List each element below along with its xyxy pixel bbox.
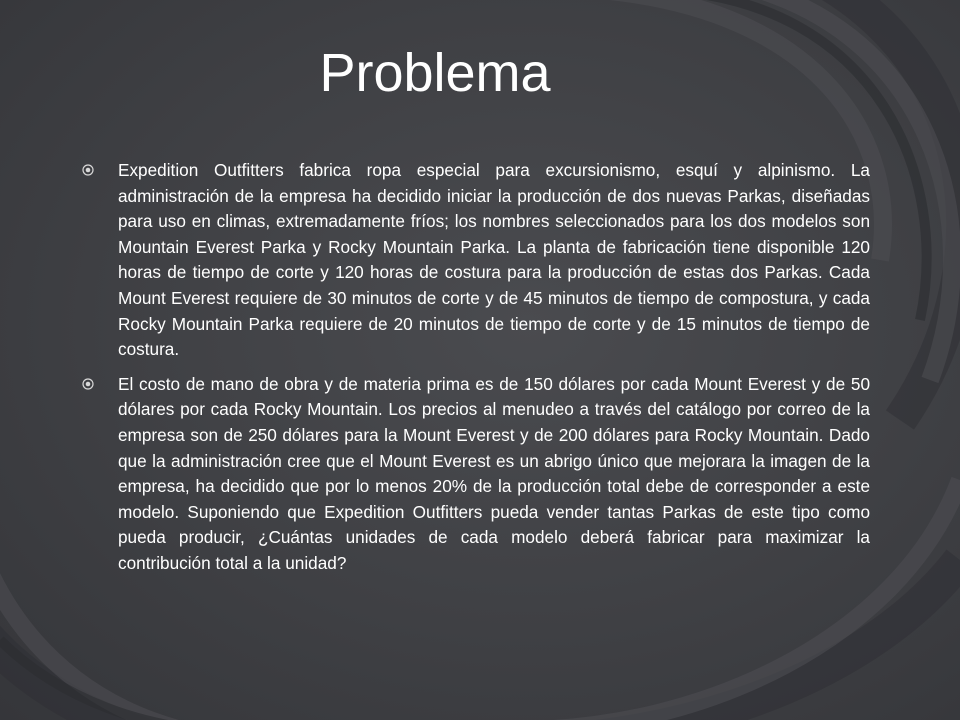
bullet-paragraph-2 (80, 372, 870, 577)
bullet-paragraph-1 (80, 158, 870, 363)
slide-body (80, 158, 870, 586)
slide-title: Problema (319, 43, 551, 103)
paragraph-text: Expedition Outfitters fabrica ropa especial para excursionismo, esquí y alpinismo. La administración de la empresa ha decidido iniciar la producción de dos nuevas Parkas, diseñadas para uso en climas, extremadamente fríos; los nombres seleccionados para los dos modelos son Mountain Everest Parka y Rocky Mountain Parka. La planta de fabricación tiene disponible 120 horas de tiempo de corte y 120 horas de costura para la producción de estas dos Parkas. Cada Mount Everest requiere de 30 minutos de corte y de 45 minutos de tiempo de compostura, y cada Rocky Mountain Parka requiere de 20 minutos de tiempo de corte y de 15 minutos de tiempo de costura. (118, 160, 870, 360)
paragraph-text: El costo de mano de obra y de materia prima es de 150 dólares por cada Mount Everest y de 50 dólares por cada Rocky Mountain. Los precios al menudeo a través del catálogo por correo de la empresa son de 250 dólares para la Mount Everest y de 200 dólares para Rocky Mountain. Dado que la administración cree que el Mount Everest es un abrigo único que mejorara la imagen de la empresa, ha decidido que por lo menos 20% de la producción total debe de corresponder a este modelo. Suponiendo que Expedition Outfitters pueda vender tantas Parkas de este tipo como pueda producir, ¿Cuántas unidades de cada modelo deberá fabricar para maximizar la contribución total a la unidad? (118, 373, 870, 573)
circled-dot-icon (82, 164, 94, 176)
circled-dot-icon (82, 378, 94, 390)
